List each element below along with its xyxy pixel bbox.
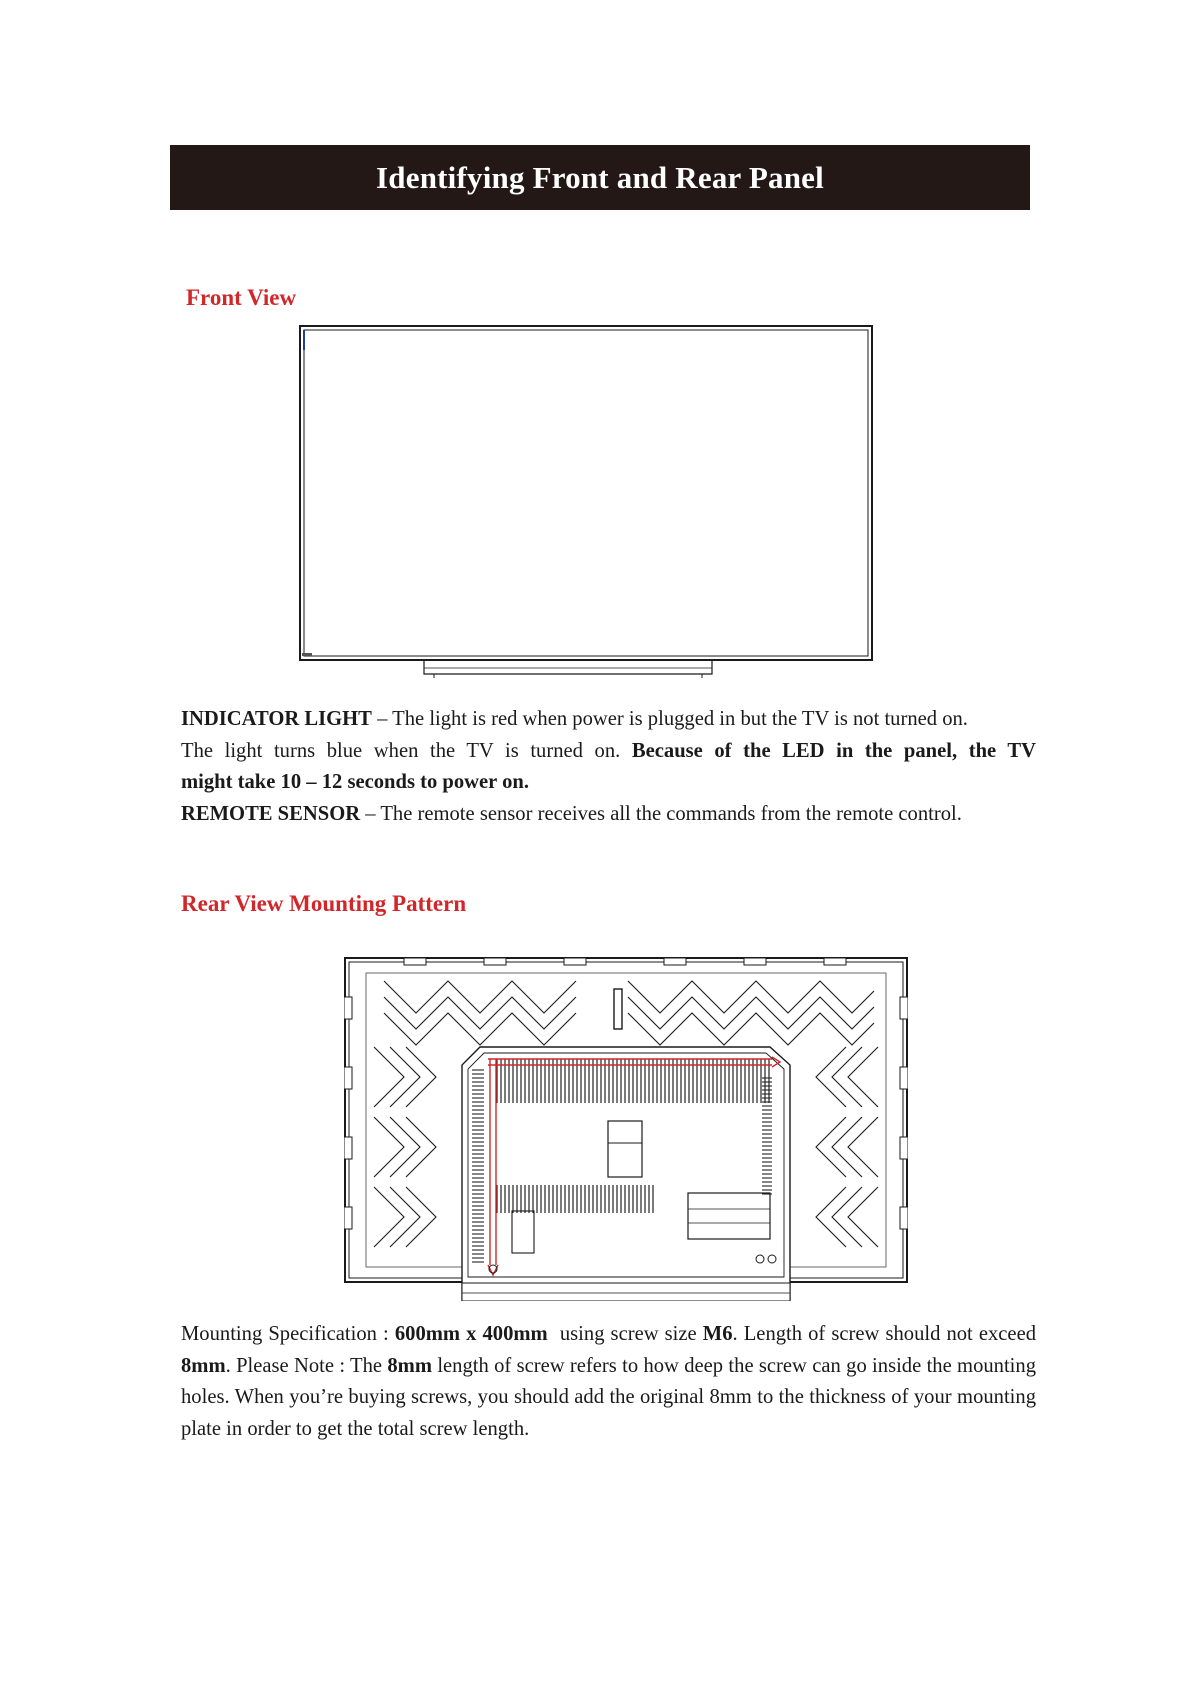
indicator-line-1: INDICATOR LIGHT – The light is red when power is plugged in but the TV is not turned on.: [181, 708, 968, 730]
tv-front-outline-icon: [298, 324, 874, 678]
indicator-text-red: The light is red when power is plugged in but the TV is not turned on.: [392, 708, 968, 730]
remote-sensor-text: The remote sensor receives all the commands from the remote control.: [380, 802, 962, 825]
tv-rear-mounting-pattern-icon: [344, 957, 908, 1301]
indicator-light-label: INDICATOR LIGHT: [181, 708, 372, 730]
indicator-text-blue: The light turns blue when the TV is turned on.: [181, 739, 621, 762]
mounting-size: 600mm x 400mm: [394, 1323, 548, 1345]
remote-sensor-label: REMOTE SENSOR: [181, 802, 361, 825]
remote-sensor-line: REMOTE SENSOR – The remote sensor receives all the commands from the remote control.: [181, 802, 962, 825]
max-screw-length: 8mm: [181, 1354, 226, 1377]
title-bar: [170, 145, 1030, 210]
mounting-specification: [181, 1319, 1036, 1445]
rear-view-heading: Rear View Mounting Pattern: [181, 891, 467, 916]
mounting-length-text: . Length of screw should not exceed: [732, 1323, 1037, 1345]
screw-size: M6: [702, 1323, 733, 1345]
indicator-line-3: [181, 767, 1036, 799]
led-note-1: Because of the LED in the panel, the TV: [631, 739, 1036, 762]
mounting-prefix: Mounting Specification :: [181, 1323, 389, 1345]
mounting-using: using screw size: [559, 1323, 697, 1345]
please-note: . Please Note : The: [225, 1354, 383, 1377]
front-view-heading: Front View: [186, 285, 297, 310]
led-note-2: might take 10 – 12 seconds to power on.: [181, 771, 530, 793]
indicator-line-2: [181, 736, 1036, 768]
indicator-description: [181, 704, 1036, 830]
page-title: Identifying Front and Rear Panel: [376, 159, 824, 195]
note-screw-length: 8mm: [387, 1354, 432, 1377]
mounting-rest: length of screw refers to how deep the screw can go inside the mounting holes. When you’re buying screws, you should add the original 8mm to the thickness of your mounting plate in order to get the total screw length.: [181, 1354, 1036, 1440]
